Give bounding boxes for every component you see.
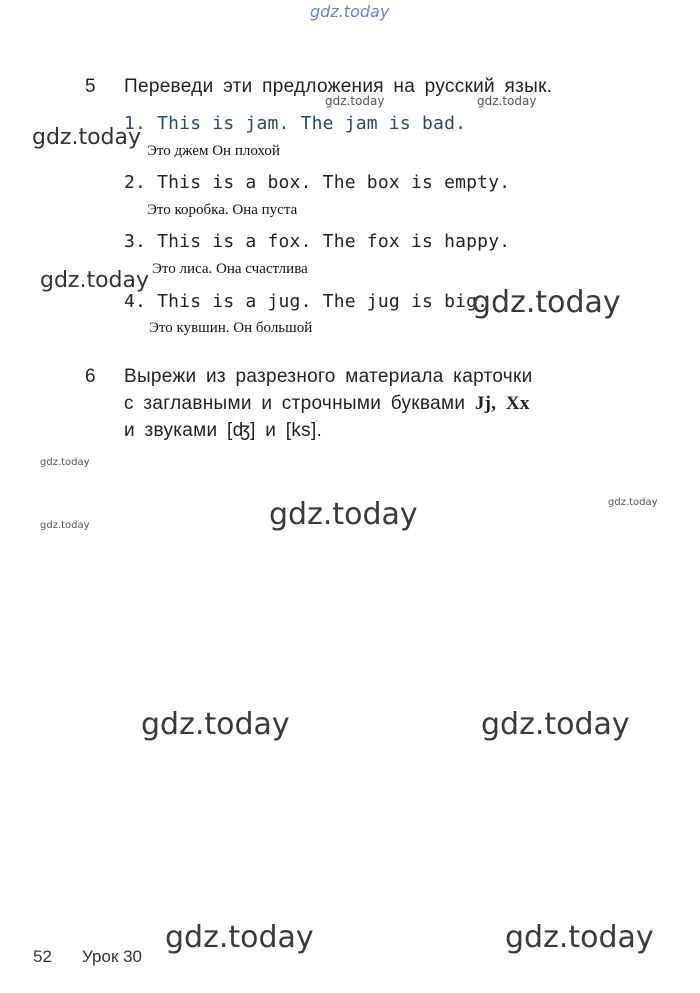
exercise-6-line-2-text: с заглавными и строчными буквами	[124, 393, 466, 414]
watermark: gdz.today	[477, 94, 537, 108]
watermark: gdz.today	[505, 920, 654, 955]
exercise-5-number: 5	[85, 76, 96, 97]
exercise-5-answer-2: Это коробка. Она пуста	[147, 202, 298, 218]
watermark: gdz.today	[165, 920, 314, 955]
exercise-5-instruction: Переведи эти предложения на русский язык.	[124, 76, 553, 97]
page-number: 52	[33, 947, 52, 966]
watermark: gdz.today	[40, 520, 90, 531]
exercise-6-line-3: и звуками [ʤ] и [ks].	[124, 420, 323, 441]
exercise-5-sentence-3: 3. This is a fox. The fox is happy.	[124, 231, 511, 252]
letters-xx: Xx	[505, 393, 530, 414]
exercise-5-sentence-1: 1. This is jam. The jam is bad.	[124, 113, 467, 134]
watermark: gdz.today	[141, 707, 290, 742]
exercise-5-sentence-2: 2. This is a box. The box is empty.	[124, 172, 511, 193]
exercise-6-number: 6	[85, 366, 96, 387]
lesson-label: Урок 30	[82, 947, 143, 966]
watermark: gdz.today	[325, 94, 385, 108]
watermark-top: gdz.today	[310, 2, 390, 21]
exercise-5-sentence-4: 4. This is a jug. The jug is big.	[124, 291, 489, 312]
watermark: gdz.today	[269, 497, 418, 532]
letters-jj: Jj,	[474, 393, 497, 414]
watermark: gdz.today	[481, 707, 630, 742]
exercise-6-line-1: Вырежи из разрезного материала карточки	[124, 366, 533, 387]
watermark: gdz.today	[32, 125, 142, 150]
exercise-6-line-2	[124, 393, 530, 415]
exercise-5-answer-3: Это лиса. Она счастлива	[152, 261, 308, 277]
watermark: gdz.today	[40, 457, 90, 468]
watermark: gdz.today	[472, 285, 621, 320]
exercise-5-answer-1: Это джем Он плохой	[147, 143, 280, 159]
exercise-5-answer-4: Это кувшин. Он большой	[149, 320, 313, 336]
watermark: gdz.today	[40, 268, 150, 293]
watermark: gdz.today	[608, 497, 658, 508]
